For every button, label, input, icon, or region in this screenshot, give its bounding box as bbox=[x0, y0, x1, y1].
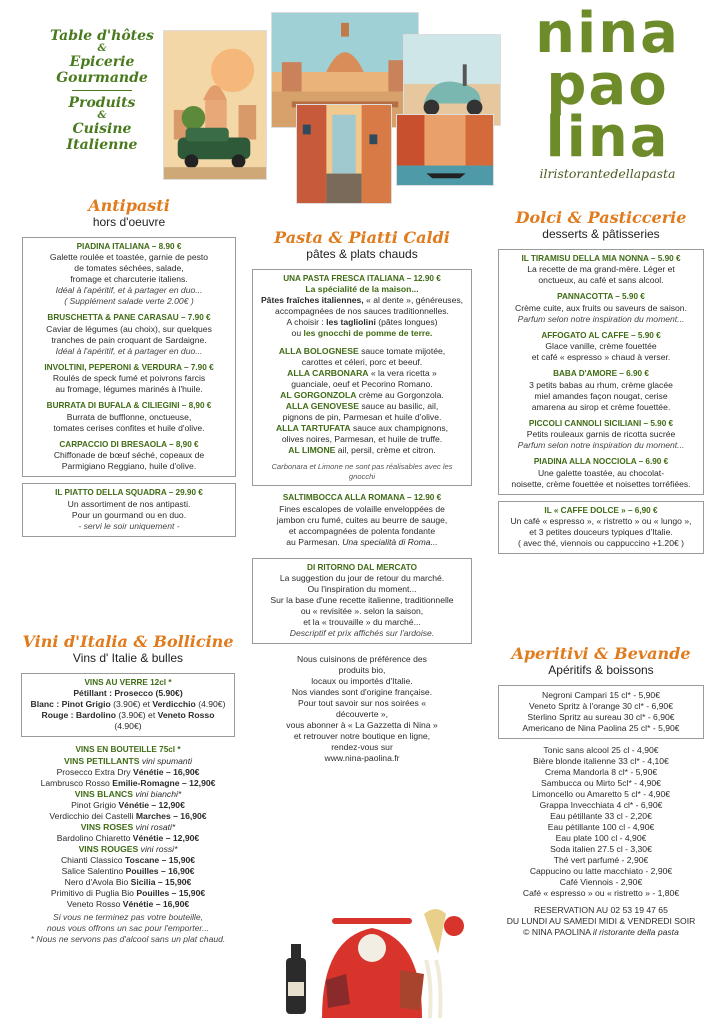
sauce-name: AL GORGONZOLA bbox=[280, 390, 357, 401]
item-title: VINS EN BOUTEILLE 75cl * bbox=[75, 745, 181, 755]
drink-line: Café Viennois - 2,90€ bbox=[559, 876, 643, 887]
wine-region-price: Marches – 16,90€ bbox=[135, 810, 207, 821]
wine-name: Prosecco Extra Dry bbox=[56, 766, 131, 777]
item-title: PIADINA ITALIANA – 8.90 € bbox=[76, 241, 182, 251]
sauce-item bbox=[259, 423, 465, 434]
item-line: et 3 petites douceurs typiques d'Italie. bbox=[529, 527, 673, 538]
wine-row bbox=[18, 888, 238, 899]
item-line: et accompagnées de polenta fondante bbox=[288, 525, 436, 536]
aperitivo-line: Sterlino Spritz au sureau 30 cl* - 6,90€ bbox=[527, 711, 675, 722]
menu-item bbox=[505, 457, 697, 490]
item-line: accompagnées de nos sauces traditionnelles. bbox=[275, 306, 449, 317]
wine-name: Bardolino Chiaretto bbox=[56, 832, 131, 843]
item-note: Descriptif et prix affichés sur l'ardoise. bbox=[289, 628, 435, 639]
dolci-title: Dolci & Pasticcerie bbox=[515, 208, 687, 227]
sauce-desc: crème au Gorgonzola. bbox=[358, 390, 444, 401]
wine-region-price: Vénétie – 12,90€ bbox=[118, 799, 185, 810]
item-title: AFFOGATO AL CAFFE – 5.90 € bbox=[541, 330, 661, 340]
wine-name: Verdicchio dei Castelli bbox=[49, 810, 134, 821]
vin-price: (3.90€) et bbox=[118, 710, 156, 721]
aperitivo-line: Veneto Spritz à l'orange 30 cl* - 6,90€ bbox=[528, 700, 673, 711]
wine-row bbox=[18, 778, 238, 789]
wine-region-price: Pouilles – 15,90€ bbox=[136, 887, 206, 898]
piatto-squadra-box bbox=[22, 483, 236, 537]
info-text bbox=[252, 654, 472, 764]
wine-region-price: Vénétie – 12,90€ bbox=[132, 832, 200, 843]
drink-line: Thé vert parfumé - 2,90€ bbox=[553, 854, 649, 865]
reservation-line: RESERVATION AU 02 53 19 47 65 bbox=[534, 904, 668, 915]
wine-row bbox=[18, 800, 238, 811]
wine-row bbox=[18, 833, 238, 844]
wine-region-price: Pouilles – 16,90€ bbox=[125, 865, 195, 876]
item-title: IL « CAFFE DOLCE » – 6,90 € bbox=[544, 505, 658, 515]
item-line: Un assortiment de nos antipasti. bbox=[67, 498, 191, 509]
item-strong: Pâtes fraîches italiennes, bbox=[260, 295, 364, 306]
tagline-line: Italienne bbox=[66, 137, 138, 154]
item-text: ou bbox=[291, 328, 302, 339]
menu-item bbox=[505, 369, 697, 413]
menu-item bbox=[505, 254, 697, 287]
menu-item bbox=[29, 363, 229, 396]
wine-name: Lambrusco Rosso bbox=[40, 777, 110, 788]
drink-line: Tonic sans alcool 25 cl - 4,90€ bbox=[543, 744, 659, 755]
wine-row bbox=[18, 866, 238, 877]
vin-label: Verdicchio bbox=[152, 699, 196, 710]
info-line: Pour tout savoir sur nos soirées « bbox=[297, 698, 426, 709]
menu-item bbox=[29, 401, 229, 434]
item-text: au Parmesan. bbox=[286, 536, 340, 547]
vini-footer: Si vous ne terminez pas votre bouteille, bbox=[53, 911, 203, 922]
wine-name: Salice Salentino bbox=[61, 865, 124, 876]
item-line: Un café « espresso », « ristretto » ou « lungo », bbox=[510, 516, 692, 527]
item-title: DI RITORNO DAL MERCATO bbox=[307, 562, 417, 572]
drink-line: Limoncello ou Amaretto 5 cl* - 4,90€ bbox=[531, 788, 671, 799]
wine-name: Nero d'Avola Bio bbox=[64, 876, 129, 887]
wine-region-price: Toscane – 15,90€ bbox=[124, 854, 196, 865]
sauce-desc-line: guanciale, oeuf et Pecorino Romano. bbox=[291, 379, 433, 390]
item-line: Chiffonade de bœuf séché, copeaux de bbox=[53, 450, 205, 461]
menu-item bbox=[29, 440, 229, 473]
drink-line: Eau plate 100 cl - 4,90€ bbox=[555, 832, 647, 843]
sauce-item bbox=[259, 445, 465, 456]
sauce-item bbox=[259, 346, 465, 357]
vin-label: Veneto Rosso bbox=[157, 710, 215, 721]
item-note: - servi le soir uniquement - bbox=[78, 520, 180, 531]
sauce-desc: « la vera ricetta » bbox=[370, 368, 437, 379]
aperitivi-box bbox=[498, 685, 704, 739]
logo-subtitle: ilristorantedellapasta bbox=[539, 166, 676, 181]
wine-region-price: Sicilia – 15,90€ bbox=[130, 876, 192, 887]
logo-word: pao bbox=[546, 53, 669, 118]
logo-word: lina bbox=[545, 105, 670, 170]
pasta-fresca-box bbox=[252, 269, 472, 487]
item-line: La recette de ma grand-mère. Léger et bbox=[527, 264, 675, 275]
sauce-item bbox=[259, 401, 465, 412]
item-title: BURRATA DI BUFALA & CILIEGINI – 8,90 € bbox=[46, 401, 212, 411]
reservation-info bbox=[498, 905, 704, 938]
item-strong: les gnocchi de pomme de terre. bbox=[303, 328, 433, 339]
wine-row bbox=[18, 767, 238, 778]
reservation-line bbox=[502, 927, 700, 938]
antipasti-box bbox=[22, 237, 236, 478]
vin-label: Rouge : Bardolino bbox=[41, 710, 117, 721]
item-note: Idéal à l'apéritif, et à partager en duo... bbox=[55, 345, 203, 356]
wine-row bbox=[18, 877, 238, 888]
wine-row bbox=[18, 855, 238, 866]
reservation-line: DU LUNDI AU SAMEDI MIDI & VENDREDI SOIR bbox=[506, 915, 696, 926]
item-note: Carbonara et Limone ne sont pas réalisables avec les gnocchi bbox=[271, 462, 453, 481]
aperitivo-line: Americano de Nina Paolina 25 cl* - 5,90€ bbox=[522, 722, 680, 733]
wine-category-label: VINS BLANCS bbox=[74, 788, 133, 799]
wine-row bbox=[18, 899, 238, 910]
item-line: ( avec thé, viennois ou cappuccino +1.20€ ) bbox=[517, 538, 684, 549]
item-line: Ou l'inspiration du moment... bbox=[307, 584, 417, 595]
tagline-amp: & bbox=[97, 43, 107, 55]
vin-verre-line: Pétillant : Prosecco (5.90€) bbox=[73, 688, 183, 699]
sauce-name: ALLA CARBONARA bbox=[287, 368, 369, 379]
antipasti-title: Antipasti bbox=[88, 196, 170, 215]
item-title: SALTIMBOCCA ALLA ROMANA – 12.90 € bbox=[282, 493, 442, 503]
item-line: Caviar de légumes (au choix), sur quelques bbox=[46, 323, 212, 334]
antipasti-section bbox=[22, 196, 236, 537]
dolci-box bbox=[498, 249, 704, 495]
item-line bbox=[259, 317, 465, 328]
aperitivi-title: Aperitivi & Bevande bbox=[511, 644, 691, 663]
menu-item bbox=[505, 292, 697, 325]
sauce-list bbox=[259, 346, 465, 456]
vini-section bbox=[14, 632, 242, 945]
vin-price: (4.90€) bbox=[114, 721, 142, 732]
pasta-subtitle: pâtes & plats chauds bbox=[306, 247, 418, 262]
item-title: PIADINA ALLA NOCCIOLA – 6.90 € bbox=[533, 457, 669, 467]
menu-item bbox=[505, 331, 697, 364]
wine-category-label: VINS ROSES bbox=[80, 821, 134, 832]
drink-line: Soda italien 27.5 cl - 3,30€ bbox=[550, 843, 652, 854]
vespa-illustration bbox=[276, 900, 466, 1018]
info-line: produits bio, bbox=[338, 665, 386, 676]
item-line: Parmigiano Reggiano, huile d'olive. bbox=[61, 461, 197, 472]
vin-price: (3.90€) et bbox=[113, 699, 150, 710]
aperitivo-line: Negroni Campari 15 cl* - 5,90€ bbox=[542, 689, 660, 700]
vin-price: (4.90€) bbox=[198, 699, 226, 710]
sauce-desc-line: olives noires, Parmesan, et huile de truffe. bbox=[281, 434, 443, 445]
item-line: La suggestion du jour de retour du marché. bbox=[279, 573, 445, 584]
info-line: Nos viandes sont d'origine française. bbox=[291, 687, 433, 698]
wine-name: Chianti Classico bbox=[60, 854, 123, 865]
sauce-name: ALLA TARTUFATA bbox=[275, 423, 351, 434]
sauce-name: AL LIMONE bbox=[288, 445, 336, 456]
item-line: 3 petits babas au rhum, crème glacée bbox=[529, 379, 673, 390]
poster-vespa-illustration bbox=[403, 34, 501, 126]
vini-footer: * Nous ne servons pas d'alcool sans un plat chaud. bbox=[30, 933, 226, 944]
info-line: et retrouver notre boutique en ligne, bbox=[293, 731, 431, 742]
pasta-title: Pasta & Piatti Caldi bbox=[274, 228, 450, 247]
aperitivi-subtitle: Apéritifs & boissons bbox=[548, 663, 654, 678]
wine-category bbox=[18, 822, 238, 833]
item-text: « al dente », généreuses, bbox=[366, 295, 464, 306]
tagline-line: Epicerie bbox=[69, 54, 135, 71]
sauce-desc: sauce tomate mijotée, bbox=[361, 346, 446, 357]
drink-line: Sambucca ou Mirto 5cl* - 4,90€ bbox=[541, 777, 661, 788]
drink-line: Eau pétillante 33 cl - 2,20€ bbox=[550, 810, 652, 821]
item-title: BRUSCHETTA & PANE CARASAU – 7.90 € bbox=[47, 313, 211, 323]
wine-region-price: Vénétie – 16,90€ bbox=[122, 898, 190, 909]
item-line: Petits rouleaux garnis de ricotta sucrée bbox=[526, 429, 676, 440]
drink-line: Crema Mandorla 8 cl* - 5,90€ bbox=[544, 766, 658, 777]
wine-category-italian: vini spumanti bbox=[141, 755, 192, 766]
info-line: découverte », bbox=[335, 709, 389, 720]
copyright: © NINA PAOLINA bbox=[523, 926, 591, 937]
saltimbocca-item bbox=[252, 493, 472, 548]
item-line: Burrata de bufflonne, onctueuse, bbox=[66, 411, 192, 422]
item-title: INVOLTINI, PEPERONI & VERDURA – 7.90 € bbox=[44, 362, 214, 372]
logo bbox=[520, 1, 695, 188]
item-title: CARPACCIO DI BRESAOLA – 8,90 € bbox=[59, 439, 199, 449]
wine-name: Veneto Rosso bbox=[66, 898, 121, 909]
sauce-desc-line: carottes et céleri, porc et beeuf. bbox=[301, 357, 423, 368]
sauce-item bbox=[259, 390, 465, 401]
poster-rome-car-illustration bbox=[163, 30, 267, 180]
info-line: vous abonner à « La Gazzetta di Nina » bbox=[286, 720, 438, 731]
sauce-item bbox=[259, 368, 465, 379]
drink-line: Grappa Invecchiata 4 cl* - 6,90€ bbox=[539, 799, 663, 810]
item-title: BABA D'AMORE – 6.90 € bbox=[553, 369, 649, 379]
item-line: de tomates séchées, salade, bbox=[74, 263, 184, 274]
logo-word: nina bbox=[535, 1, 680, 66]
poster-venice-illustration bbox=[396, 114, 494, 186]
item-line: Une galette toastée, au chocolat- bbox=[537, 467, 665, 478]
info-line: locaux ou importés d'Italie. bbox=[311, 676, 413, 687]
sauce-desc-line: pignons de pin, Parmesan et huile d'olive. bbox=[282, 412, 442, 423]
item-note: Parfum selon notre inspiration du moment... bbox=[517, 440, 685, 451]
dolci-subtitle: desserts & pâtisseries bbox=[542, 227, 660, 242]
sauce-desc: sauce au basilic, ail, bbox=[361, 401, 439, 412]
wine-region-price: Emilie-Romagne – 12,90€ bbox=[112, 777, 216, 788]
bottle-list bbox=[18, 756, 238, 910]
restaurant-tagline: il ristorante della pasta bbox=[592, 926, 679, 937]
wine-category bbox=[18, 789, 238, 800]
info-line: www.nina-paolina.fr bbox=[324, 753, 400, 764]
item-line: au fromage, légumes marinés à l'huile. bbox=[55, 384, 203, 395]
wine-category-label: VINS PETILLANTS bbox=[64, 755, 140, 766]
wine-name: Pinot Grigio bbox=[71, 799, 117, 810]
aperitivi-section bbox=[498, 644, 704, 938]
dolci-section bbox=[498, 208, 704, 554]
item-line: et la « trouvaille » du marché... bbox=[303, 617, 421, 628]
item-line: miel amandes façon nougat, cerise bbox=[534, 390, 668, 401]
item-line: amarena au sirop et crème fouettée. bbox=[531, 401, 671, 412]
sauce-name: ALLA BOLOGNESE bbox=[278, 346, 359, 357]
vins-verre-box bbox=[21, 673, 235, 738]
antipasti-subtitle: hors d'oeuvre bbox=[92, 215, 166, 230]
item-line: Sur la base d'une recette italienne, traditionnelle bbox=[270, 595, 454, 606]
wine-category-italian: vini bianchi* bbox=[135, 788, 182, 799]
item-title: IL PIATTO DELLA SQUADRA – 29.90 € bbox=[55, 488, 203, 498]
vini-title: Vini d'Italia & Bollicine bbox=[22, 632, 234, 651]
wine-name: Primitivo di Puglia Bio bbox=[50, 887, 134, 898]
item-line bbox=[259, 295, 465, 306]
tagline-line: Produits bbox=[68, 95, 136, 112]
drink-line: Cappucino ou latte macchiato - 2,90€ bbox=[529, 865, 673, 876]
wine-row bbox=[18, 811, 238, 822]
item-title: PICCOLI CANNOLI SICILIANI – 5.90 € bbox=[528, 418, 674, 428]
sauce-desc: ail, persil, crème et citron. bbox=[337, 445, 436, 456]
mercato-box bbox=[252, 558, 472, 645]
item-line: Fines escalopes de volaille enveloppées de bbox=[279, 503, 445, 514]
info-line: Nous cuisinons de préférence des bbox=[297, 654, 427, 665]
wine-region-price: Vénétie – 16,90€ bbox=[133, 766, 200, 777]
caffe-dolce-box bbox=[498, 501, 704, 555]
drink-line: Bière blonde italienne 33 cl* - 4,10€ bbox=[533, 755, 669, 766]
item-line: Roulés de speck fumé et poivrons farcis bbox=[52, 373, 206, 384]
item-text: A choisir : bbox=[286, 317, 324, 328]
vini-subtitle: Vins d' Italie & bulles bbox=[72, 651, 184, 666]
item-note: Parfum selon notre inspiration du moment... bbox=[517, 313, 685, 324]
tagline-divider bbox=[72, 90, 132, 91]
item-line: tomates cerises confites et huile d'olive. bbox=[53, 422, 205, 433]
item-note: ( Supplément salade verte 2.00€ ) bbox=[64, 296, 194, 307]
tagline-line: Cuisine bbox=[72, 121, 132, 138]
item-line: Pour un gourmand ou en duo. bbox=[71, 509, 187, 520]
item-line: et café « espresso » chaud à verser. bbox=[531, 352, 671, 363]
item-text: (pâtes longues) bbox=[378, 317, 438, 328]
item-specialty: La spécialité de la maison... bbox=[305, 284, 419, 295]
item-title: IL TIRAMISU DELLA MIA NONNA – 5.90 € bbox=[521, 253, 681, 263]
wine-category-italian: vini rosati* bbox=[135, 821, 176, 832]
poster-street-illustration bbox=[296, 104, 392, 204]
menu-item bbox=[29, 313, 229, 357]
tagline-amp: & bbox=[97, 110, 107, 122]
menu-item bbox=[505, 419, 697, 452]
pasta-section bbox=[252, 228, 472, 764]
vin-verre-line bbox=[28, 710, 228, 732]
info-line: rendez-vous sur bbox=[331, 742, 393, 753]
item-line: fromage et charcuterie italiens. bbox=[70, 274, 188, 285]
item-title: UNA PASTA FRESCA ITALIANA – 12.90 € bbox=[283, 273, 441, 283]
vin-verre-line bbox=[28, 699, 228, 710]
vins-bouteille-list bbox=[14, 745, 242, 945]
item-line: jambon cru fumé, cuites au beurre de sauge, bbox=[276, 514, 448, 525]
item-line: onctueux, au café et sans alcool. bbox=[538, 275, 664, 286]
item-strong: les tagliolini bbox=[326, 317, 376, 328]
sauce-name: ALLA GENOVESE bbox=[285, 401, 359, 412]
item-title: VINS AU VERRE 12cl * bbox=[84, 677, 172, 687]
item-note: Idéal à l'apéritif, et à partager en duo... bbox=[55, 285, 203, 296]
drinks-list bbox=[498, 745, 704, 899]
vini-footer: nous vous offrons un sac pour l'emporter... bbox=[46, 922, 210, 933]
tagline-line: Gourmande bbox=[56, 70, 148, 87]
wine-category-italian: vini rossi* bbox=[140, 843, 178, 854]
sauce-desc: sauce aux champignons, bbox=[352, 423, 449, 434]
tagline-line: Table d'hôtes bbox=[50, 28, 154, 44]
vin-label: Blanc : Pinot Grigio bbox=[30, 699, 111, 710]
item-line: tranches de pain croquant de Sardaigne. bbox=[51, 334, 207, 345]
item-line: Crème cuite, aux fruits ou saveurs de saison. bbox=[515, 302, 687, 313]
item-line bbox=[256, 537, 468, 548]
item-line: ou « revisitée ». selon la saison, bbox=[300, 606, 424, 617]
wine-category-label: VINS ROUGES bbox=[78, 843, 139, 854]
tagline bbox=[18, 28, 186, 154]
item-line: noisette, crème fouettée et noisettes torréfiées. bbox=[511, 478, 691, 489]
wine-category bbox=[18, 844, 238, 855]
item-title: PANNACOTTA – 5.90 € bbox=[557, 292, 645, 302]
drink-line: Café « espresso » ou « ristretto » - 1,80€ bbox=[522, 887, 680, 898]
item-note: Una specialità di Roma... bbox=[342, 536, 438, 547]
wine-category bbox=[18, 756, 238, 767]
menu-item bbox=[29, 242, 229, 308]
item-line: Galette roulée et toastée, garnie de pesto bbox=[49, 252, 209, 263]
drink-line: Eau pétillante 100 cl - 4,90€ bbox=[547, 821, 655, 832]
item-line bbox=[259, 328, 465, 339]
item-line: Glace vanille, crème fouettée bbox=[545, 341, 657, 352]
